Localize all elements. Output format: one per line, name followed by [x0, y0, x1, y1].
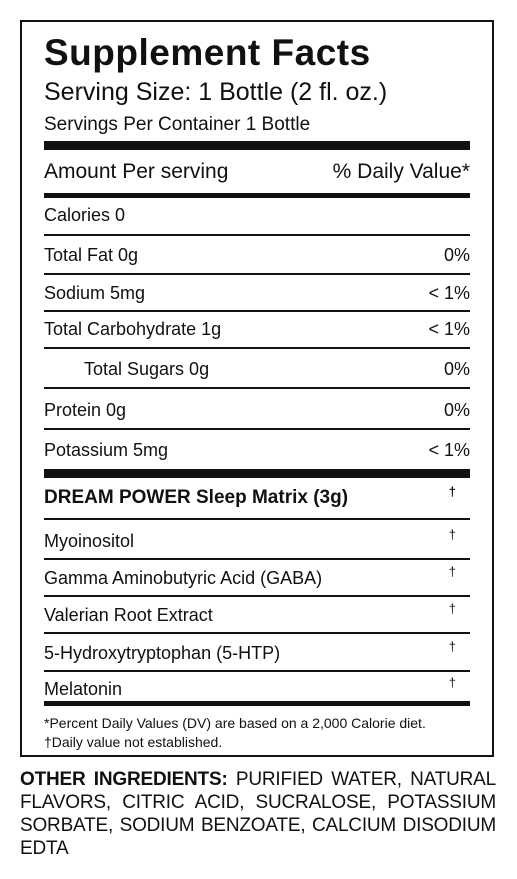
other-ingredients	[20, 768, 496, 860]
nutrient-dv: < 1%	[428, 319, 470, 339]
amount-per-serving-label: Amount Per serving	[44, 160, 229, 183]
divider	[44, 234, 470, 236]
divider	[44, 595, 470, 597]
ingredient-label: Valerian Root Extract	[44, 605, 213, 625]
nutrient-dv: 0%	[443, 359, 470, 379]
divider	[44, 310, 470, 312]
matrix-label: DREAM POWER Sleep Matrix (3g)	[44, 487, 349, 508]
dagger-mark: †	[448, 675, 456, 690]
divider	[44, 670, 470, 672]
nutrient-dv: 0%	[443, 245, 470, 265]
thick-divider	[44, 469, 470, 478]
divider	[44, 701, 470, 706]
nutrient-label: Total Fat 0g	[44, 245, 139, 265]
nutrient-dv: < 1%	[428, 440, 470, 460]
other-ingredients-text: PURIFIED WATER, NATURAL FLAVORS, CITRIC ACID, SUCRALOSE, POTASSIUM SORBATE, SODIUM BENZOATE, CALCIUM DISODIUM EDTA	[20, 769, 496, 859]
ingredient-label: Myoinositol	[44, 531, 135, 551]
divider	[44, 193, 470, 198]
nutrient-label: Sodium 5mg	[44, 283, 146, 303]
dagger-mark: †	[448, 601, 456, 616]
panel-title: Supplement Facts	[44, 32, 371, 73]
dagger-mark: †	[448, 527, 456, 542]
nutrient-dv: < 1%	[428, 283, 470, 303]
nutrient-label: Potassium 5mg	[44, 440, 169, 460]
divider	[44, 387, 470, 389]
dagger-mark: †	[448, 484, 456, 499]
ingredient-label: 5-Hydroxytryptophan (5-HTP)	[44, 643, 281, 663]
other-ingredients-label: OTHER INGREDIENTS:	[20, 769, 228, 790]
servings-per-container: Servings Per Container 1 Bottle	[44, 114, 311, 135]
nutrient-label: Total Sugars 0g	[84, 359, 210, 379]
dagger-mark: †	[448, 564, 456, 579]
divider	[44, 518, 470, 520]
divider	[44, 632, 470, 634]
nutrient-label: Protein 0g	[44, 400, 127, 420]
ingredient-label: Gamma Aminobutyric Acid (GABA)	[44, 568, 323, 588]
divider	[44, 428, 470, 430]
ingredient-label: Melatonin	[44, 679, 123, 699]
divider	[44, 273, 470, 275]
nutrient-label: Total Carbohydrate 1g	[44, 319, 222, 339]
daily-value-label: % Daily Value*	[332, 160, 470, 183]
serving-size: Serving Size: 1 Bottle (2 fl. oz.)	[44, 78, 388, 106]
nutrient-label: Calories 0	[44, 205, 126, 225]
thick-divider	[44, 141, 470, 150]
nutrient-dv: 0%	[443, 400, 470, 420]
divider	[44, 558, 470, 560]
daily-value-footnote: *Percent Daily Values (DV) are based on a 2,000 Calorie diet.	[44, 715, 426, 731]
dagger-footnote: †Daily value not established.	[44, 734, 223, 750]
supplement-facts-panel	[20, 20, 494, 757]
dagger-mark: †	[448, 639, 456, 654]
divider	[44, 347, 470, 349]
